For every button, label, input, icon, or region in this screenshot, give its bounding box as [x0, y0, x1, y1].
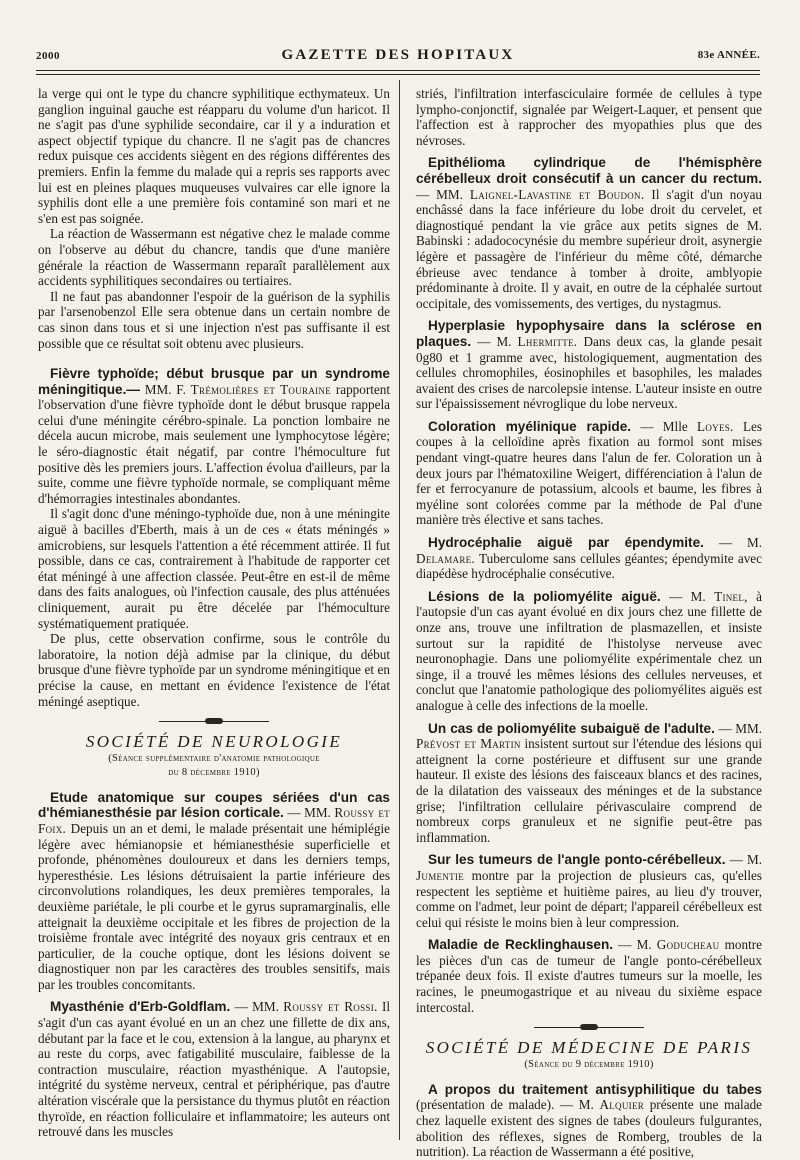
- session-date: du 8 décembre 1910): [168, 766, 260, 778]
- section-separator: [534, 1023, 644, 1032]
- authors-prefix: MM. F.: [144, 381, 186, 397]
- article-tumeurs-angle: [416, 852, 762, 930]
- page-header: [36, 44, 760, 66]
- article-text: Tuberculome sans cellules géantes; épendymite avec diapédèse hydrocéphalie consécutive.: [416, 550, 762, 582]
- article-text: présente une malade chez laquelle existent des signes de tabes (douleurs fulgurantes, abolition des réflexes, signes de Romberg, troubles de la nutrition). La réaction de Wassermann a été positive,: [416, 1097, 763, 1160]
- session-line: (Séance supplémentaire d'anatomie pathologique: [108, 752, 320, 764]
- article-text: montre par la projection de plusieurs cas, qu'elles respectent les septième et huitième paires, au lieu d'y trouver, comme on l'admet, leur point de départ; l'appareil cérébelleux est celui qui résiste le moins bien à leur compression.: [416, 867, 762, 930]
- authors-prefix: — M.: [718, 535, 762, 551]
- paragraph: De plus, cette observation confirme, sous le contrôle du laboratoire, la notion déjà admise par la clinique, du début brusque d'une fièvre typhoïde par un syndrome méningitique et en précise la cause, en mettant en évidence l'existence de l'état méningé aseptique.: [38, 631, 390, 709]
- right-column: [416, 86, 762, 1160]
- article-text: à l'autopsie d'un cas ayant évolué en dix jours chez une fillette de onze ans, trouve une infiltration de plasmazellen, et insiste surtout sur la rapidité de l'histolyse nerveuse avec neuronophagie. Dans une poliomyélite expérimentale chez un singe, il a trouvé les mêmes lésions des cellules nerveuses, et conclut que l'anatomie pathologique des poliomyélites aiguës est analogue à celle des infections de la moelle.: [416, 588, 763, 713]
- article-title: Lésions de la poliomyélite aiguë.: [428, 588, 661, 604]
- article-authors: Tinel,: [714, 588, 748, 604]
- column-divider: [399, 80, 400, 1140]
- left-column: [38, 86, 390, 1140]
- article-text: montre les pièces d'un cas de tumeur de l'angle ponto-cérébelleux trépanée deux fois. Il existe d'autres tumeurs sur la moelle, les racines, le pneumogastrique et au niveau du sixième espace intercostal.: [416, 937, 763, 1015]
- article-text: insistent surtout sur l'étendue des lésions qui atteignent la corne postérieure et diffusent sur une grande hauteur. Il existe des lésions des faisceaux blancs et des racines, de la dilatation des vaisseaux des méninges et de la substance grise; l'infiltration cellulaire périvasculaire comprend de nombreux corps granuleux et ne signifie peut-être pas inflammation.: [416, 736, 763, 845]
- authors-prefix: — M.: [669, 588, 706, 604]
- article-authors: Lhermitte.: [517, 333, 578, 349]
- article-title: Hyperplasie hypophysaire dans la sclérose en plaques.: [416, 318, 762, 349]
- article-poliomyelite-aigue: [416, 589, 762, 714]
- article-poliomyelite-subaigue: [416, 721, 762, 846]
- authors-prefix: — M.: [477, 333, 512, 349]
- authors-prefix: — MM.: [234, 999, 279, 1015]
- article-title: Un cas de poliomyélite subaiguë de l'adulte.: [428, 720, 715, 736]
- article-title: Maladie de Recklinghausen.: [428, 937, 614, 953]
- article-authors: Delamare.: [416, 550, 476, 566]
- article-authors: Roussy et Foix.: [38, 805, 390, 836]
- article-hemianesthesie: [38, 790, 390, 993]
- article-authors: Prévost et Martin: [416, 736, 521, 752]
- authors-prefix: — Mlle: [640, 418, 688, 434]
- authors-prefix: — MM.: [287, 805, 331, 821]
- page-number: 2000: [36, 50, 60, 62]
- article-title: Coloration myélinique rapide.: [428, 418, 632, 434]
- article-authors: Laignel-Lavastine et Boudon.: [469, 186, 645, 202]
- paragraph: la verge qui ont le type du chancre syphilitique ecthymateux. Un ganglion inguinal gauche est réapparu du volume d'un haricot. Il ne s'agit pas d'une syphilide secondaire, car il y a induration et aspect objectif typique du chancre. Il ne s'agit pas de chancres redux puisque ces accidents siègent en des régions différentes des premiers. Enfin la femme du malade qui a repris ses rapports avec lui est en pleines plaques muqueuses vulvaires car elle ignore la syphilis dont elle a une première fois contaminé son mari et ne s'en est pas soignée.: [38, 86, 390, 226]
- authors-prefix: — M.: [729, 852, 763, 868]
- header-rule: [36, 70, 760, 71]
- article-text-prefix: (présentation de malade). — M.: [416, 1097, 594, 1113]
- article-text: Depuis un an et demi, le malade présentait une hémiplégie légère avec hémianopsie et hémianesthésie superficielle et profonde, phénomènes douloureux et dans les derniers temps, hyperesthésie. Les lésions détruisaient la partie inférieure des circonvolutions rolandiques, les deux premières temporales, la deuxième pariétale, le pli courbe et le gyrus supramarginalis, elle atteignait la deuxième occipitale et les fibres de projection de la troisième frontale avec intégrité des noyaux gris centraux et en particulier, de la couche optique, dont les lésions doivent se diagnostiquer non par les caractères des troubles sensitifs, mais par les troubles concomitants.: [38, 820, 391, 992]
- paragraph: La réaction de Wassermann est négative chez le malade comme on l'observe au début du chancre, tandis que d'une manière générale la réaction de Wassermann reparaît parallèlement aux accidents syphilitiques secondaires ou tertiaires.: [38, 226, 390, 289]
- authors-prefix: — M.: [618, 937, 652, 953]
- article-authors: Trémolières et Touraine: [190, 381, 332, 397]
- session-info: [38, 752, 390, 780]
- society-title: SOCIÉTÉ DE NEUROLOGIE: [85, 732, 343, 752]
- article-authors: Jumentie: [416, 867, 465, 883]
- article-authors: Goducheau: [656, 937, 720, 953]
- article-title: Hydrocéphalie aiguë par épendymite.: [428, 535, 704, 551]
- header-rule-double: [36, 74, 760, 75]
- article-epithelioma: [416, 155, 762, 311]
- paragraph: Il s'agit donc d'une méningo-typhoïde due, non à une méningite aiguë à bacilles d'Eberth, mais à un de ces « états méningés » amicrobiens, sur lesquels l'attention a été récemment attirée. Il fut possible, dans ce cas, contrairement à l'habitude de rapporter cet état méningé à une affection classée. Peut-être en est-il de même dans des faits analogues, où l'infection causale, des plus atténuées cliniquement, aurait pu être décelée par l'hémoculture systématiquement pratiquée.: [38, 506, 390, 631]
- session-info: [416, 1058, 762, 1072]
- article-authors: Roussy et Rossi.: [283, 999, 378, 1015]
- article-title: Epithélioma cylindrique de l'hémisphère cérébelleux droit consécutif à un cancer du rectum.: [416, 155, 762, 186]
- article-text: rapportent l'observation d'une fièvre typhoïde dont le début brusque rappela celui d'une méningite cérébro-spinale. La ponction lombaire ne décela aucun microbe, mais seulement une lymphocytose légère; le séro-diagnostic était négatif, par contre l'hémoculture fut positive dès les premiers jours. L'affection évolua d'ailleurs, par la suite, comme une fièvre typhoïde normale, se compliquant même d'hémorragies intestinales abondantes.: [38, 381, 391, 506]
- article-coloration: [416, 419, 762, 528]
- session-date: (Séance du 9 décembre 1910): [524, 1058, 654, 1070]
- section-separator: [159, 717, 269, 726]
- article-authors: Loyes.: [697, 418, 734, 434]
- paragraph: Il ne faut pas abandonner l'espoir de la guérison de la syphilis par l'arsenobenzol Elle sera obtenue dans un certain nombre de cas sinon dans tous et si une injection n'est pas suffisante il est possible que ce résultat soit obtenu avec plusieurs.: [38, 288, 390, 351]
- article-title: Sur les tumeurs de l'angle ponto-cérébelleux.: [428, 852, 726, 868]
- article-hyperplasie: [416, 318, 762, 412]
- article-text: Il s'agit d'un cas ayant évolué en un an chez une fillette de dix ans, débutant par la face et le cou, extension à la langue, au pharynx et au reste du corps, avec fatigabilité musculaire, faiblesse de la contraction musculaire, réaction myasthénique. A l'autopsie, intégrité du système nerveux, central et périphérique, pas d'autre altération viscérale que la persistance du thymus plutôt en réaction thyroïde, en réaction folliculaire et inflammatoire; les auteurs ont retrouvé dans les muscles: [38, 999, 391, 1140]
- authors-prefix: — MM.: [718, 720, 762, 736]
- article-text: Dans deux cas, la glande pesait 0g80 et 1 gramme avec, histologiquement, augmentation des cellules chromophiles, éosinophiles et basophiles, les malades avaient des crises de narcolepsie intense. L'auteur insiste en outre sur l'épaississement névroglique du lobe nerveux.: [416, 333, 763, 412]
- paragraph: striés, l'infiltration interfasciculaire formée de cellules à type lympho-conjonctif, signalée par Weigert-Laquer, et pensent que l'affection est à rapprocher des myopathies plus que des névroses.: [416, 86, 762, 148]
- article-authors: Alquier: [599, 1097, 645, 1113]
- society-title: SOCIÉTÉ DE MÉDECINE DE PARIS: [425, 1038, 753, 1058]
- article-text: Les coupes à la celloïdine après fixation au formol sont mises pendant vingt-quatre heures dans l'alun de fer. Coloration un à deux jours par l'hématoxiline Weigert, différenciation à l'alun de fer et ferrocyanure de potassium, alcools et baume, les fibres à myéline sont colorées comme par la méthode de Pal d'une manière très élective et sans taches.: [416, 418, 762, 528]
- article-title: A propos du traitement antisyphilitique du tabes: [428, 1081, 762, 1097]
- article-title: Fièvre typhoïde; début brusque par un syndrome méningitique.—: [38, 366, 390, 397]
- journal-title: GAZETTE DES HOPITAUX: [281, 47, 515, 63]
- authors-prefix: — MM.: [416, 186, 463, 202]
- article-myasthenie: [38, 999, 390, 1139]
- article-recklinghausen: [416, 937, 762, 1015]
- article-hydrocephalie: [416, 535, 762, 582]
- article-text: Il s'agit d'un noyau enchâssé dans la face inférieure du lobe droit du cervelet, et diagnostiqué pendant la vie grâce aux petits signes de M. Babinski : adadococynésie du membre supérieur droit, asynergie légère et passagère de l'inférieur du même côté, démarche ébrieuse avec tendance à tomber à droite, amblyopie prédominante à droite. Il y avait, en outre de la céphalée surtout occipitale, des vomissements, des vertiges, du nystagmus.: [416, 186, 763, 311]
- article-title: Etude anatomique sur coupes sériées d'un cas d'hémianesthésie par lésion corticale.: [38, 789, 390, 821]
- article-title: Myasthénie d'Erb-Goldflam.: [50, 999, 231, 1015]
- article-tabes: [416, 1082, 762, 1160]
- year-volume: 83e ANNÉE.: [697, 49, 760, 61]
- article-fievre-typhoide: [38, 366, 390, 506]
